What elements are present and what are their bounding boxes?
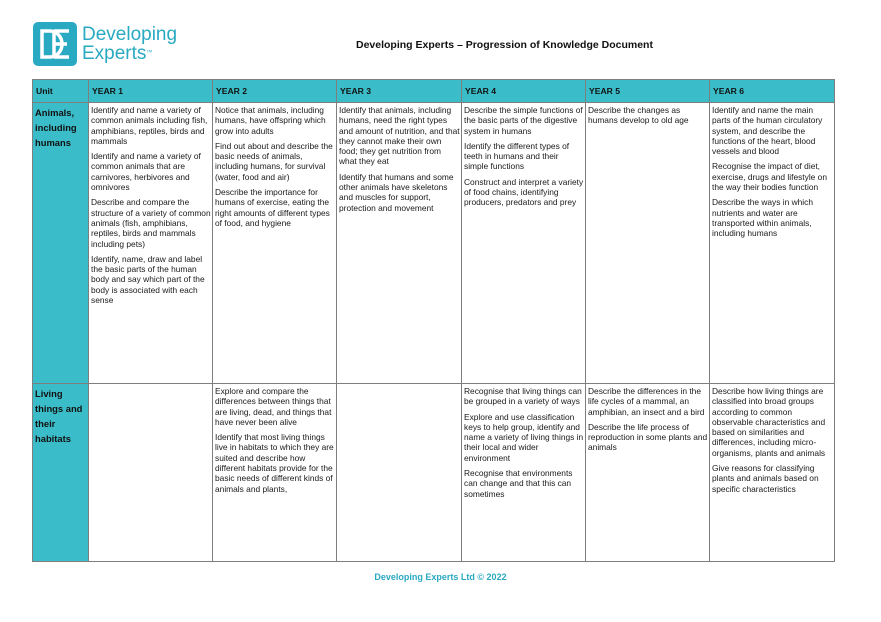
table-row-living-things — [33, 384, 835, 562]
objective-text: Describe the importance for humans of exercise, eating the right amounts of different types of food, and hygiene — [215, 187, 330, 228]
cell-year-5 — [586, 103, 710, 384]
cell-year-1 — [89, 103, 213, 384]
objective-text: Describe how living things are classified into broad groups according to common observable characteristics and based on similarities and differences, including micro-organisms, plants and animals — [712, 386, 826, 458]
unit-cell: Animals, including humans — [33, 103, 89, 384]
objective-text: Identify that animals, including humans, need the right types and amount of nutrition, and that they cannot make their own food; they get nutrition from what they eat — [339, 105, 460, 167]
objective-text: Identify the different types of teeth in humans and their simple functions — [464, 140, 570, 172]
header-year-1: YEAR 1 — [89, 80, 213, 103]
table-header-row — [33, 80, 835, 103]
header-year-6: YEAR 6 — [710, 80, 835, 103]
objective-text: Describe the life process of reproduction in some plants and animals — [588, 421, 708, 453]
logo-line2: Experts — [82, 43, 147, 64]
unit-cell: Living things and their habitats — [33, 384, 89, 562]
document-title: Developing Experts – Progression of Knowledge Document — [356, 39, 653, 51]
objective-text: Find out about and describe the basic needs of animals, including humans, for survival (water, food and air) — [215, 140, 333, 182]
footer-copyright: Developing Experts Ltd © 2022 — [374, 572, 507, 582]
logo-wordmark — [82, 25, 177, 63]
objective-text: Explore and compare the differences between things that are living, dead, and things that have never been alive — [215, 386, 332, 427]
objective-text: Recognise that living things can be grouped in a variety of ways — [464, 386, 582, 407]
cell-year-4 — [462, 103, 586, 384]
objective-text: Identify and name the main parts of the human circulatory system, and describe the functions of the heart, blood vessels and blood — [712, 105, 823, 157]
cell-year-3 — [337, 384, 462, 562]
objective-text: Recognise the impact of diet, exercise, drugs and lifestyle on the way their bodies function — [712, 161, 827, 193]
logo-line1: Developing — [82, 24, 178, 45]
cell-year-4 — [462, 384, 586, 562]
header-year-2: YEAR 2 — [213, 80, 337, 103]
cell-year-6 — [710, 384, 835, 562]
cell-year-2 — [213, 103, 337, 384]
cell-year-5 — [586, 384, 710, 562]
objective-text: Identify and name a variety of common animals including fish, amphibians, reptiles, birds and mammals — [91, 105, 208, 146]
objective-text: Give reasons for classifying plants and animals based on specific characteristics — [712, 463, 819, 494]
logo-de-icon — [33, 22, 77, 66]
header-year-5: YEAR 5 — [586, 80, 710, 103]
cell-year-3 — [337, 103, 462, 384]
objective-text: Describe the simple functions of the basic parts of the digestive system in humans — [464, 105, 583, 136]
objective-text: Describe the differences in the life cycles of a mammal, an amphibian, an insect and a bird — [588, 386, 705, 417]
objective-text: Identify and name a variety of common animals that are carnivores, herbivores and omnivores — [91, 151, 201, 193]
objective-text: Describe the changes as humans develop to old age — [588, 105, 689, 126]
cell-year-1 — [89, 384, 213, 562]
progression-table — [32, 79, 835, 562]
objective-text: Identify that most living things live in habitats to which they are suited and describe how different habitats provide for the basic needs of different kinds of animals and plants, — [215, 432, 334, 494]
objective-text: Recognise that environments can change and that this can sometimes — [464, 468, 573, 499]
objective-text: Describe the ways in which nutrients and water are transported within animals, including humans — [712, 197, 814, 239]
header-unit: Unit — [33, 80, 89, 103]
header-year-4: YEAR 4 — [462, 80, 586, 103]
cell-year-6 — [710, 103, 835, 384]
table-row-animals — [33, 103, 835, 384]
logo-tm: ™ — [146, 50, 153, 56]
objective-text: Identify, name, draw and label the basic parts of the human body and say which part of the body is associated with each sense — [91, 253, 205, 306]
cell-year-2 — [213, 384, 337, 562]
objective-text: Notice that animals, including humans, have offspring which grow into adults — [215, 105, 326, 136]
header-year-3: YEAR 3 — [337, 80, 462, 103]
objective-text: Describe and compare the structure of a variety of common animals (fish, amphibians, reptiles, birds and mammals including pets) — [91, 197, 211, 249]
objective-text: Explore and use classification keys to help group, identify and name a variety of living things in their local and wider environment — [464, 411, 584, 463]
objective-text: Identify that humans and some other animals have skeletons and muscles for support, protection and movement — [339, 171, 454, 213]
logo — [33, 22, 177, 66]
objective-text: Construct and interpret a variety of food chains, identifying producers, predators and prey — [464, 176, 584, 208]
